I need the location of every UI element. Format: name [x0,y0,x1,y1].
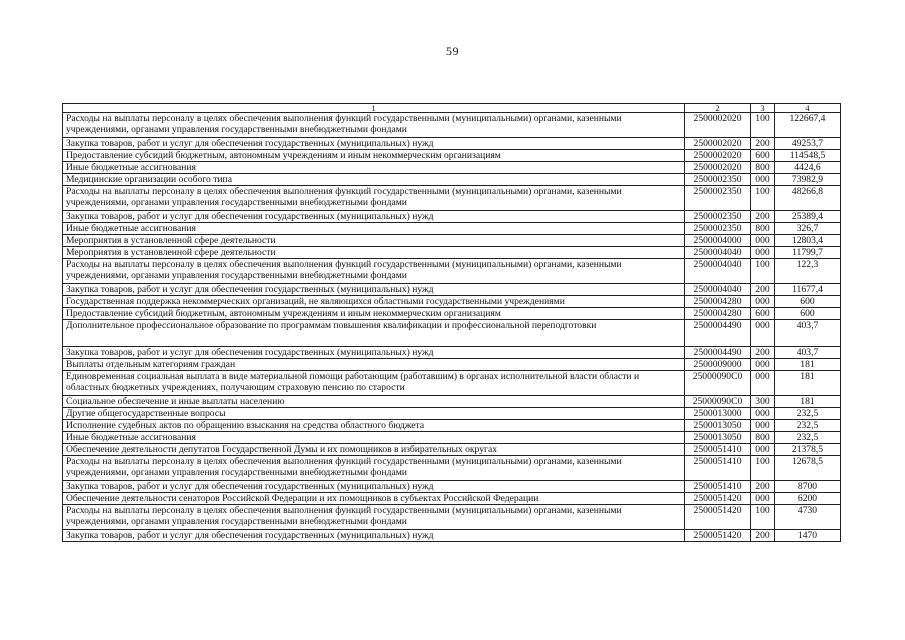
target-article-code-cell: 2500002020 [685,162,751,174]
expense-type-code-cell: 000 [751,493,775,505]
target-article-code-cell: 2500004280 [685,296,751,308]
expense-name-cell: Социальное обеспечение и иные выплаты населению [63,396,685,408]
expense-name-cell: Закупка товаров, работ и услуг для обеспечения государственных (муниципальных) нужд [63,211,685,223]
expense-name-cell: Закупка товаров, работ и услуг для обеспечения государственных (муниципальных) нужд [63,481,685,493]
expense-type-code-cell: 200 [751,347,775,359]
amount-cell: 1470 [775,530,841,542]
target-article-code-cell: 2500009000 [685,359,751,371]
expense-type-code-cell: 000 [751,359,775,371]
expense-type-code-cell: 200 [751,530,775,542]
expense-type-code-cell: 100 [751,113,775,138]
amount-cell: 73982,9 [775,174,841,186]
expense-name-cell: Государственная поддержка некоммерческих организаций, не являющихся областными государственными учреждениями [63,296,685,308]
table-row [63,408,841,420]
target-article-code-cell: 2500002350 [685,211,751,223]
amount-cell: 181 [775,396,841,408]
table-row [63,150,841,162]
amount-cell: 181 [775,359,841,371]
target-article-code-cell: 2500004040 [685,259,751,284]
table-row [63,493,841,505]
target-article-code-cell: 2500004490 [685,320,751,347]
table-row [63,456,841,481]
table-row [63,347,841,359]
expense-type-code-cell: 200 [751,481,775,493]
amount-cell: 11799,7 [775,247,841,259]
expense-type-code-cell: 800 [751,432,775,444]
expense-type-code-cell: 200 [751,284,775,296]
target-article-code-cell: 2500051410 [685,456,751,481]
target-article-code-cell: 2500051410 [685,444,751,456]
target-article-code-cell: 2500002020 [685,113,751,138]
target-article-code-cell: 2500051420 [685,493,751,505]
expense-name-cell: Медицинские организации особого типа [63,174,685,186]
expense-type-code-cell: 000 [751,247,775,259]
expense-type-code-cell: 800 [751,223,775,235]
expense-name-cell: Закупка товаров, работ и услуг для обеспечения государственных (муниципальных) нужд [63,284,685,296]
expense-type-code-cell: 100 [751,186,775,211]
expense-type-code-cell: 000 [751,371,775,396]
amount-cell: 232,5 [775,408,841,420]
expense-type-code-cell: 800 [751,162,775,174]
page-number: 59 [446,44,459,58]
expense-type-code-cell: 000 [751,408,775,420]
amount-cell: 12803,4 [775,235,841,247]
target-article-code-cell: 2500002020 [685,150,751,162]
table-row [63,396,841,408]
expense-name-cell: Расходы на выплаты персоналу в целях обеспечения выполнения функций государственными (муниципальными) органами, казенными учреждениями, органами управления государственными внебюджетными фондами [63,505,685,530]
table-row [63,530,841,542]
target-article-code-cell: 2500002350 [685,174,751,186]
expense-name-cell: Расходы на выплаты персоналу в целях обеспечения выполнения функций государственными (муниципальными) органами, казенными учреждениями, органами управления государственными внебюджетными фондами [63,456,685,481]
expense-name-cell: Предоставление субсидий бюджетным, автономным учреждениям и иным некоммерческим организациям [63,150,685,162]
amount-cell: 326,7 [775,223,841,235]
expense-type-code-cell: 200 [751,211,775,223]
expense-name-cell: Дополнительное профессиональное образование по программам повышения квалификации и профессиональной переподготовки [63,320,685,347]
target-article-code-cell: 2500051420 [685,530,751,542]
table-row [63,420,841,432]
target-article-code-cell: 2500013000 [685,408,751,420]
target-article-code-cell: 2500013050 [685,420,751,432]
target-article-code-cell: 2500004280 [685,308,751,320]
target-article-code-cell: 2500002350 [685,223,751,235]
amount-cell: 600 [775,308,841,320]
expense-type-code-cell: 000 [751,420,775,432]
amount-cell: 232,5 [775,420,841,432]
table-row [63,186,841,211]
target-article-code-cell: 2500051420 [685,505,751,530]
expense-type-code-cell: 300 [751,396,775,408]
target-article-code-cell: 2500004490 [685,347,751,359]
expense-name-cell: Исполнение судебных актов по обращению взыскания на средства областного бюджета [63,420,685,432]
table-row [63,481,841,493]
table-row [63,223,841,235]
column-header-4: 4 [775,104,841,113]
amount-cell: 600 [775,296,841,308]
expense-type-code-cell: 000 [751,235,775,247]
table-row [63,235,841,247]
amount-cell: 232,5 [775,432,841,444]
amount-cell: 11677,4 [775,284,841,296]
table-row [63,320,841,347]
column-header-2: 2 [685,104,751,113]
expense-name-cell: Расходы на выплаты персоналу в целях обеспечения выполнения функций государственными (муниципальными) органами, казенными учреждениями, органами управления государственными внебюджетными фондами [63,113,685,138]
table-row [63,174,841,186]
expense-type-code-cell: 600 [751,150,775,162]
amount-cell: 48266,8 [775,186,841,211]
amount-cell: 6200 [775,493,841,505]
expense-name-cell: Расходы на выплаты персоналу в целях обеспечения выполнения функций государственными (муниципальными) органами, казенными учреждениями, органами управления государственными внебюджетными фондами [63,186,685,211]
table-body [63,113,841,542]
table-row [63,211,841,223]
target-article-code-cell: 2500051410 [685,481,751,493]
expense-name-cell: Обеспечение деятельности депутатов Государственной Думы и их помощников в избирательных округах [63,444,685,456]
target-article-code-cell: 2500013050 [685,432,751,444]
expense-name-cell: Расходы на выплаты персоналу в целях обеспечения выполнения функций государственными (муниципальными) органами, казенными учреждениями, органами управления государственными внебюджетными фондами [63,259,685,284]
expense-name-cell: Мероприятия в установленной сфере деятельности [63,235,685,247]
table-row [63,113,841,138]
expense-type-code-cell: 000 [751,296,775,308]
expense-type-code-cell: 100 [751,505,775,530]
table-row [63,432,841,444]
amount-cell: 12678,5 [775,456,841,481]
expense-type-code-cell: 200 [751,138,775,150]
table-header-row [63,104,841,113]
expense-type-code-cell: 000 [751,320,775,347]
table-row [63,505,841,530]
amount-cell: 4424,6 [775,162,841,174]
expense-name-cell: Обеспечение деятельности сенаторов Российской Федерации и их помощников в субъектах Российской Федерации [63,493,685,505]
table-row [63,296,841,308]
expense-name-cell: Мероприятия в установленной сфере деятельности [63,247,685,259]
amount-cell: 181 [775,371,841,396]
target-article-code-cell: 2500002350 [685,186,751,211]
column-header-3: 3 [751,104,775,113]
expense-name-cell: Предоставление субсидий бюджетным, автономным учреждениям и иным некоммерческим организациям [63,308,685,320]
column-header-1: 1 [63,104,685,113]
table-row [63,259,841,284]
target-article-code-cell: 2500004040 [685,284,751,296]
expense-name-cell: Иные бюджетные ассигнования [63,162,685,174]
expense-name-cell: Закупка товаров, работ и услуг для обеспечения государственных (муниципальных) нужд [63,530,685,542]
target-article-code-cell: 25000090С0 [685,371,751,396]
expense-name-cell: Закупка товаров, работ и услуг для обеспечения государственных (муниципальных) нужд [63,347,685,359]
table-row [63,247,841,259]
target-article-code-cell: 2500004040 [685,247,751,259]
table-row [63,371,841,396]
amount-cell: 403,7 [775,347,841,359]
expense-name-cell: Иные бюджетные ассигнования [63,223,685,235]
expense-type-code-cell: 000 [751,444,775,456]
expense-name-cell: Другие общегосударственные вопросы [63,408,685,420]
amount-cell: 114548,5 [775,150,841,162]
expense-name-cell: Иные бюджетные ассигнования [63,432,685,444]
amount-cell: 25389,4 [775,211,841,223]
table-row [63,359,841,371]
expense-type-code-cell: 100 [751,456,775,481]
expense-name-cell: Единовременная социальная выплата в виде материальной помощи работающим (работавшим) в органах исполнительной власти области и областных бюджетных учреждениях, получающим страховую пенсию по старости [63,371,685,396]
amount-cell: 4730 [775,505,841,530]
amount-cell: 49253,7 [775,138,841,150]
budget-table [62,103,841,542]
target-article-code-cell: 2500004000 [685,235,751,247]
table-row [63,308,841,320]
expense-name-cell: Выплаты отдельным категориям граждан [63,359,685,371]
table-row [63,444,841,456]
expense-type-code-cell: 100 [751,259,775,284]
table-row [63,162,841,174]
amount-cell: 122667,4 [775,113,841,138]
amount-cell: 21378,5 [775,444,841,456]
target-article-code-cell: 25000090С0 [685,396,751,408]
expense-name-cell: Закупка товаров, работ и услуг для обеспечения государственных (муниципальных) нужд [63,138,685,150]
table-row [63,138,841,150]
expense-type-code-cell: 600 [751,308,775,320]
amount-cell: 8700 [775,481,841,493]
amount-cell: 122,3 [775,259,841,284]
amount-cell: 403,7 [775,320,841,347]
expense-type-code-cell: 000 [751,174,775,186]
table-row [63,284,841,296]
target-article-code-cell: 2500002020 [685,138,751,150]
